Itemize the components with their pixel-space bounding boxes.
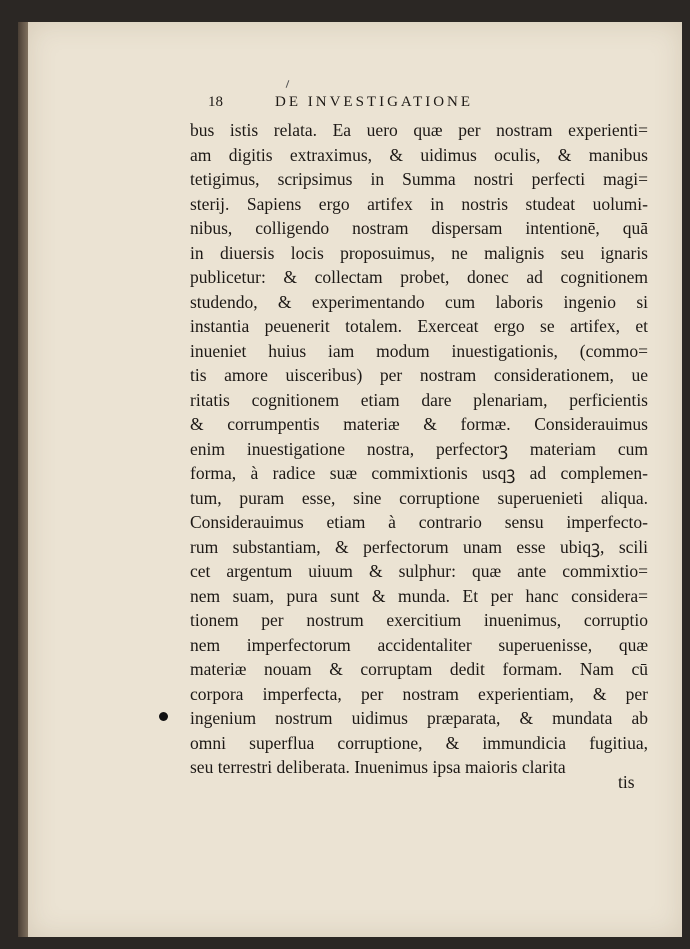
text-line: ritatis cognitionem etiam dare plenariam, perficientis — [190, 389, 648, 410]
text-line: rum substantiam, & perfectorum unam esse ubiqꝫ, scili — [190, 536, 648, 557]
text-line: ingenium nostrum uidimus præparata, & mundata ab — [190, 708, 648, 728]
catchword: tis — [618, 772, 635, 792]
text-line: forma, à radice suæ commixtionis usqꝫ ad complemen- — [190, 463, 648, 483]
running-title: DE INVESTIGATIONE — [275, 94, 474, 110]
body-text — [190, 118, 648, 780]
running-head — [208, 94, 568, 111]
text-line: publicetur: & collectam probet, donec ad cognitionem — [190, 267, 648, 287]
text-line: Considerauimus etiam à contrario sensu imperfecto- — [190, 512, 648, 532]
text-line: tum, puram esse, sine corruptione superuenieti aliqua. — [190, 487, 648, 508]
text-line: cet argentum uiuum & sulphur: quæ ante commixtio= — [190, 561, 648, 581]
text-line: tetigimus, scripsimus in Summa nostri perfecti magi= — [190, 169, 648, 189]
text-line: enim inuestigatione nostra, perfectorꝫ materiam cum — [190, 438, 648, 459]
text-line: studendo, & experimentando cum laboris ingenio si — [190, 291, 648, 312]
text-line: nibus, colligendo nostram dispersam intentionē, quā — [190, 218, 648, 238]
text-line: & corrumpentis materiæ & formæ. Considerauimus — [190, 414, 648, 434]
text-line: sterij. Sapiens ergo artifex in nostris studeat uolumi- — [190, 193, 648, 214]
text-line: tis amore uisceribus) per nostram considerationem, ue — [190, 365, 648, 385]
text-line: bus istis relata. Ea uero quæ per nostram experienti= — [190, 120, 648, 140]
text-line: corpora imperfecta, per nostram experientiam, & per — [190, 683, 648, 704]
text-line: seu terrestri deliberata. Inuenimus ipsa maioris clarita — [190, 757, 566, 777]
text-line: instantia peuenerit totalem. Exerceat ergo se artifex, et — [190, 316, 648, 336]
text-line: in diuersis locis proposuimus, ne malignis seu ignaris — [190, 242, 648, 263]
page-number: 18 — [208, 94, 223, 110]
margin-ink-dot — [159, 712, 168, 721]
text-line: materiæ nouam & corruptam dedit formam. Nam cū — [190, 659, 648, 679]
text-line: nem suam, pura sunt & munda. Et per hanc considera= — [190, 585, 648, 606]
text-line: inueniet huius iam modum inuestigationis, (commo= — [190, 340, 648, 361]
text-line: nem imperfectorum accidentaliter superuenisse, quæ — [190, 634, 648, 655]
text-line: tionem per nostrum exercitium inuenimus, corruptio — [190, 610, 648, 630]
text-line: omni superflua corruptione, & immundicia fugitiua, — [190, 732, 648, 753]
text-line: am digitis extraximus, & uidimus oculis, & manibus — [190, 144, 648, 165]
